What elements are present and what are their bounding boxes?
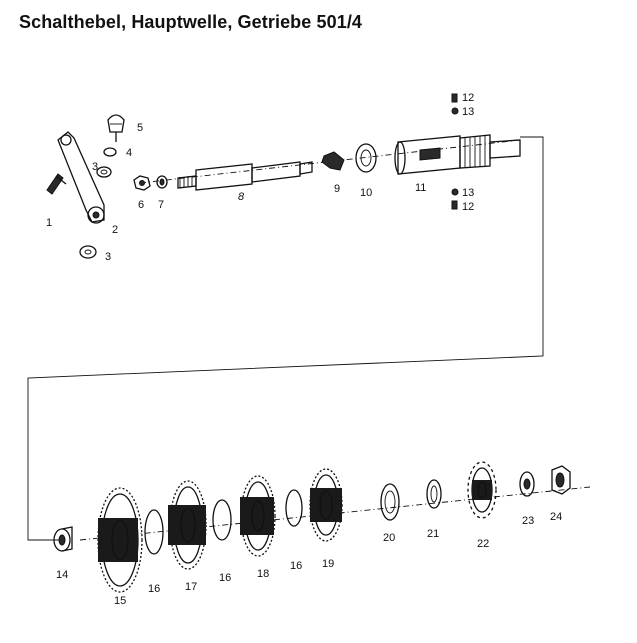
label-2: 2 <box>112 224 119 236</box>
label-9: 9 <box>334 183 341 195</box>
part-5-knob <box>108 115 124 142</box>
label-10: 10 <box>360 187 373 199</box>
part-16-ring-b <box>213 500 231 540</box>
part-23-washer <box>520 472 534 496</box>
label-16-c: 16 <box>290 560 303 572</box>
part-15-gear <box>98 488 142 592</box>
part-21-ring <box>427 480 441 508</box>
part-11-main-shaft <box>395 135 520 174</box>
label-6: 6 <box>138 199 145 211</box>
label-1: 1 <box>46 217 53 229</box>
part-17-gear <box>168 481 206 569</box>
part-14-bushing <box>54 527 72 551</box>
label-13-bottom: 13 <box>462 187 475 199</box>
part-3-washer-bottom <box>80 246 96 258</box>
part-18-gear <box>240 476 275 556</box>
label-19: 19 <box>322 558 335 570</box>
label-18: 18 <box>257 568 270 580</box>
part-20-ring <box>381 484 399 520</box>
part-6-nut <box>134 176 150 190</box>
part-16-ring-c <box>286 490 302 526</box>
part-9-fork <box>322 152 344 170</box>
label-16-a: 16 <box>148 583 161 595</box>
label-11: 11 <box>415 182 427 194</box>
label-12-top: 12 <box>462 92 475 104</box>
part-2-shift-lever <box>58 132 104 223</box>
label-4: 4 <box>126 147 133 159</box>
diagram-title: Schalthebel, Hauptwelle, Getriebe 501/4 <box>19 12 363 32</box>
part-7-ring <box>157 176 167 188</box>
label-17: 17 <box>185 581 198 593</box>
part-12-13-bottom <box>452 189 458 209</box>
label-7: 7 <box>158 199 165 211</box>
label-13-top: 13 <box>462 106 475 118</box>
label-5: 5 <box>137 122 144 134</box>
part-19-gear <box>310 469 342 541</box>
assembly-axis-lines <box>28 137 590 540</box>
label-24: 24 <box>550 511 563 523</box>
part-3-washer-top <box>97 167 111 177</box>
part-4-ring <box>104 148 116 156</box>
label-14: 14 <box>56 569 69 581</box>
label-23: 23 <box>522 515 535 527</box>
part-12-13-top <box>452 94 458 114</box>
part-10-washer <box>356 144 376 172</box>
label-16-b: 16 <box>219 572 232 584</box>
label-22: 22 <box>477 538 490 550</box>
label-3-top: 3 <box>92 161 99 173</box>
label-21: 21 <box>427 528 440 540</box>
part-22-sprocket <box>468 462 496 518</box>
label-3-bottom: 3 <box>105 251 112 263</box>
label-12-bottom: 12 <box>462 201 475 213</box>
part-1-pin <box>47 174 66 194</box>
label-8: 8 <box>238 191 245 203</box>
label-20: 20 <box>383 532 396 544</box>
label-15: 15 <box>114 595 127 607</box>
